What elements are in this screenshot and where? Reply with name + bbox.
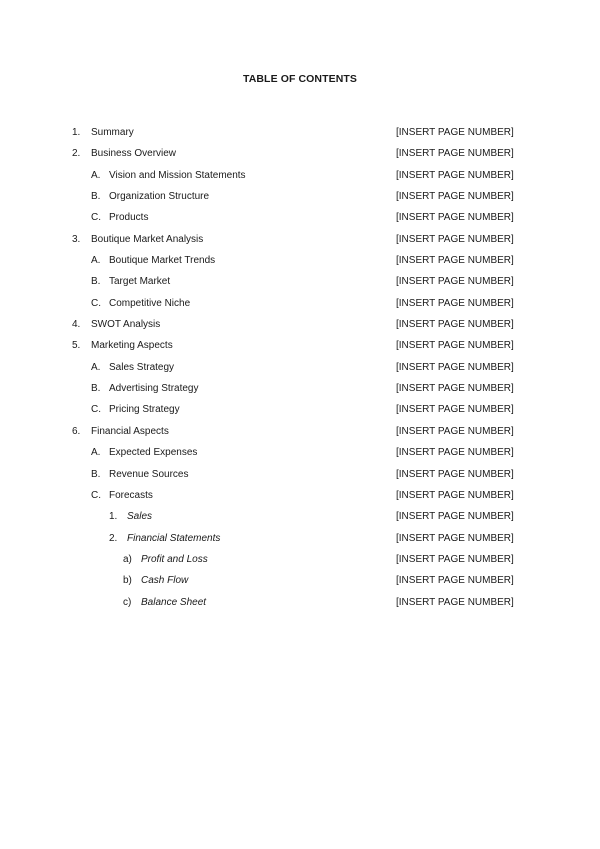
toc-entry-page-number: [INSERT PAGE NUMBER] [396, 255, 514, 267]
toc-entry-page-number: [INSERT PAGE NUMBER] [396, 596, 514, 608]
toc-entry-number: A. [91, 447, 101, 459]
toc-entry-number: 2. [109, 532, 118, 544]
toc-entry [0, 572, 600, 593]
toc-entry-page-number: [INSERT PAGE NUMBER] [396, 425, 514, 437]
toc-entry-page-number: [INSERT PAGE NUMBER] [396, 489, 514, 501]
toc-entry [0, 359, 600, 380]
toc-entry-page-number: [INSERT PAGE NUMBER] [396, 447, 514, 459]
toc-entry-label: Cash Flow [141, 575, 189, 587]
toc-entry [0, 401, 600, 422]
toc-entry-label: Expected Expenses [109, 447, 198, 459]
toc-entry-number: B. [91, 191, 101, 203]
toc-entry-number: 6. [72, 425, 81, 437]
toc-entry-label: Balance Sheet [141, 596, 207, 608]
toc-entry-label: Products [109, 212, 149, 224]
toc-entry-label: Competitive Niche [109, 297, 191, 309]
toc-entry-number: 1. [72, 127, 81, 138]
toc-entry-label: Sales [127, 511, 153, 523]
toc-entry-number: c) [123, 596, 132, 608]
toc-entry-label: Advertising Strategy [109, 383, 199, 395]
toc-entry-label: Target Market [109, 276, 171, 288]
toc-entry-label: Sales Strategy [109, 361, 175, 373]
toc-entry-page-number: [INSERT PAGE NUMBER] [396, 340, 514, 352]
toc-entry-label: SWOT Analysis [91, 319, 161, 331]
toc-entry [0, 337, 600, 358]
toc-entry [0, 273, 600, 294]
toc-entry-label: Boutique Market Analysis [91, 233, 204, 245]
toc-entry [0, 466, 600, 487]
toc-entry [0, 487, 600, 508]
toc-entry [0, 295, 600, 316]
toc-entry-label: Vision and Mission Statements [109, 169, 246, 181]
toc-entry-page-number: [INSERT PAGE NUMBER] [396, 404, 514, 416]
toc-entry-page-number: [INSERT PAGE NUMBER] [396, 276, 514, 288]
toc-entry [0, 188, 600, 209]
toc-entry-page-number: [INSERT PAGE NUMBER] [396, 212, 514, 224]
toc-entry-number: 2. [72, 148, 81, 160]
toc-entry-page-number: [INSERT PAGE NUMBER] [396, 233, 514, 245]
toc-entry-page-number: [INSERT PAGE NUMBER] [396, 553, 514, 565]
toc-entry [0, 252, 600, 273]
toc-entry [0, 124, 600, 145]
toc-entry [0, 444, 600, 465]
toc-entry-label: Pricing Strategy [109, 404, 180, 416]
toc-entry-number: C. [91, 404, 101, 416]
toc-entry-page-number: [INSERT PAGE NUMBER] [396, 191, 514, 203]
toc-entry-number: 4. [72, 319, 81, 331]
toc-entry-number: 1. [109, 511, 118, 523]
toc-entry-page-number: [INSERT PAGE NUMBER] [396, 361, 514, 373]
toc-entry [0, 594, 600, 615]
toc-entry-number: C. [91, 297, 101, 309]
toc-entry-number: 5. [72, 340, 81, 352]
toc-entry-number: a) [123, 553, 132, 565]
toc-entry [0, 209, 600, 230]
toc-entry-number: b) [123, 575, 132, 587]
toc-entry-label: Financial Aspects [91, 425, 169, 437]
toc-entry-number: A. [91, 361, 101, 373]
toc-entry [0, 145, 600, 166]
toc-entry-page-number: [INSERT PAGE NUMBER] [396, 127, 514, 138]
toc-entry-number: C. [91, 489, 101, 501]
toc-entry-page-number: [INSERT PAGE NUMBER] [396, 575, 514, 587]
toc-entry-number: A. [91, 169, 101, 181]
toc-entry-label: Forecasts [109, 489, 153, 501]
toc-entry [0, 316, 600, 337]
toc-entry-label: Organization Structure [109, 191, 210, 203]
toc-entry [0, 508, 600, 529]
toc-entry-page-number: [INSERT PAGE NUMBER] [396, 148, 514, 160]
toc-entry-page-number: [INSERT PAGE NUMBER] [396, 169, 514, 181]
toc-entry [0, 423, 600, 444]
toc-entry-page-number: [INSERT PAGE NUMBER] [396, 297, 514, 309]
toc-entry [0, 530, 600, 551]
toc-entry-label: Summary [91, 127, 134, 138]
toc-entry-label: Marketing Aspects [91, 340, 173, 352]
toc-entry-page-number: [INSERT PAGE NUMBER] [396, 532, 514, 544]
toc-entry [0, 167, 600, 188]
toc-entry-number: B. [91, 383, 101, 395]
toc-entry-number: B. [91, 468, 101, 480]
toc-entry-number: B. [91, 276, 101, 288]
toc-entry-label: Profit and Loss [141, 553, 208, 565]
toc-entry [0, 380, 600, 401]
toc-entry-label: Boutique Market Trends [109, 255, 216, 267]
toc-entry [0, 231, 600, 252]
toc-list [0, 124, 600, 615]
page-title: TABLE OF CONTENTS [242, 73, 358, 85]
toc-entry-number: A. [91, 255, 101, 267]
toc-entry-number: C. [91, 212, 101, 224]
toc-entry-page-number: [INSERT PAGE NUMBER] [396, 511, 514, 523]
toc-entry-label: Financial Statements [127, 532, 221, 544]
toc-entry [0, 551, 600, 572]
toc-entry-label: Business Overview [91, 148, 177, 160]
toc-entry-page-number: [INSERT PAGE NUMBER] [396, 319, 514, 331]
toc-entry-page-number: [INSERT PAGE NUMBER] [396, 468, 514, 480]
toc-entry-label: Revenue Sources [109, 468, 189, 480]
toc-entry-number: 3. [72, 233, 81, 245]
toc-entry-page-number: [INSERT PAGE NUMBER] [396, 383, 514, 395]
